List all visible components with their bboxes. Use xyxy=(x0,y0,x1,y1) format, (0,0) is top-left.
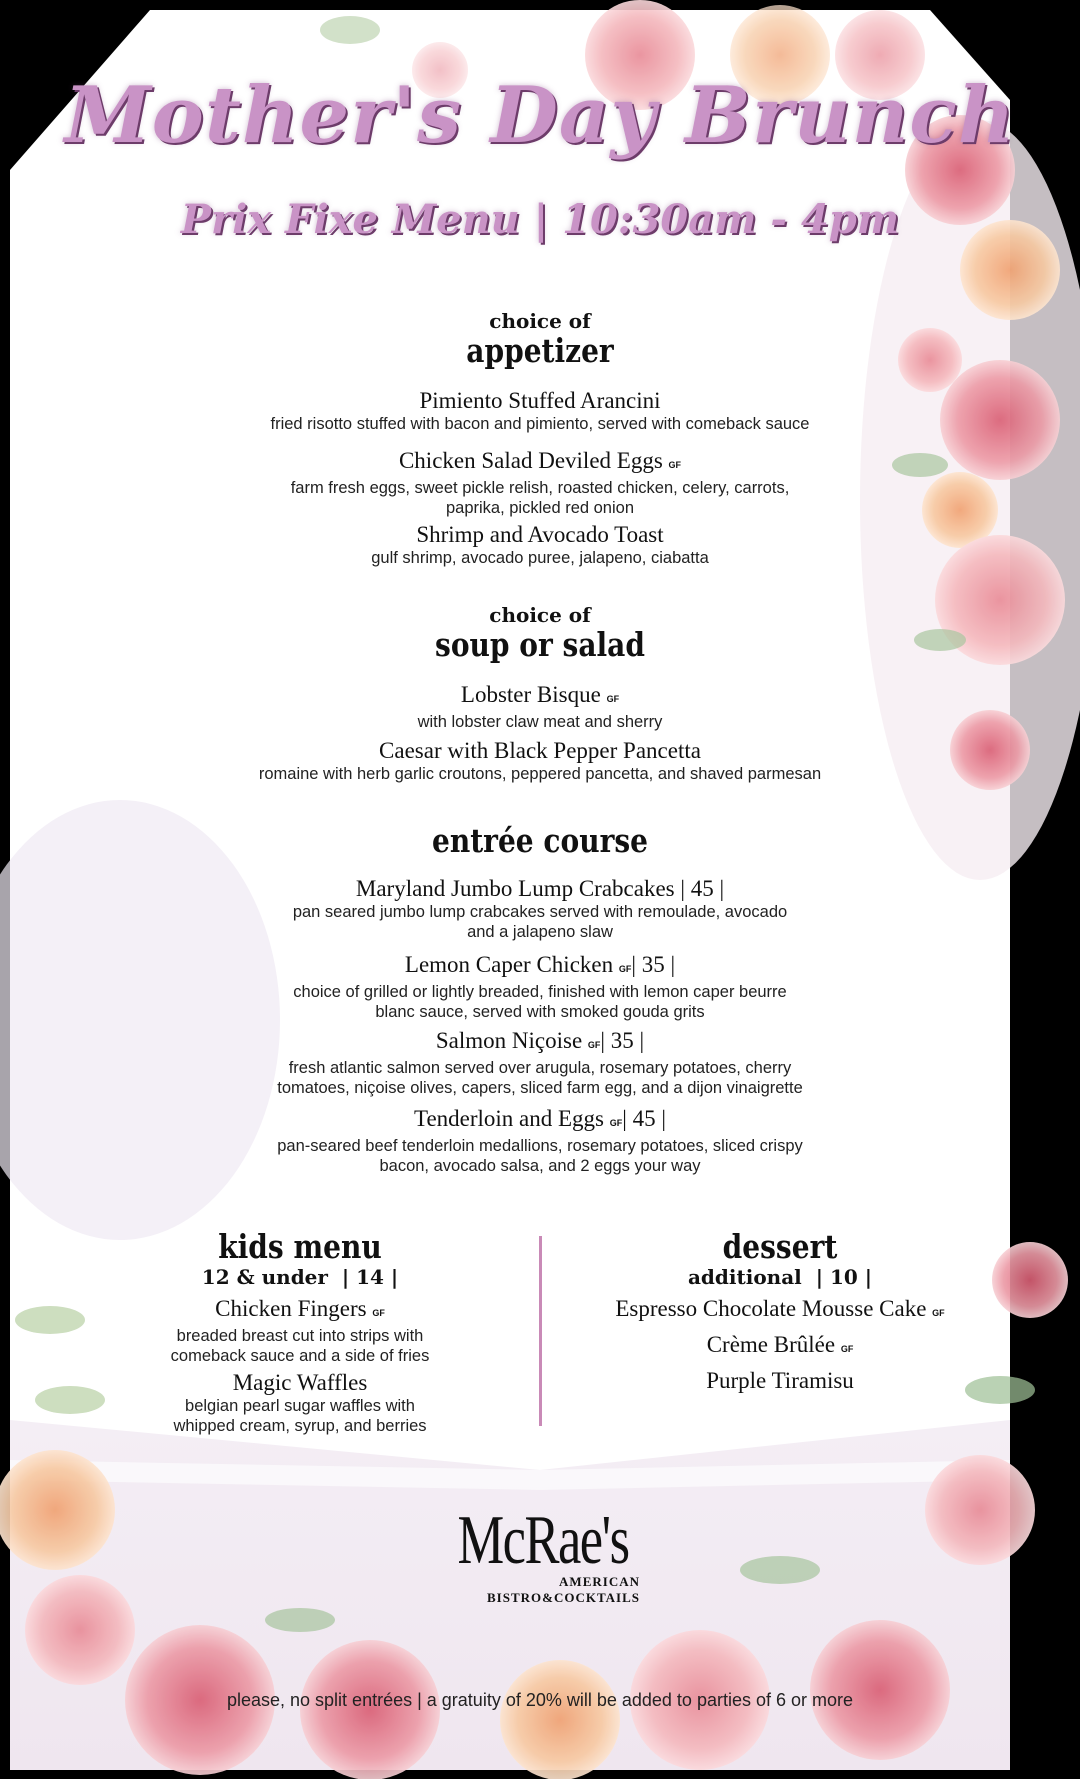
kids-price: | 14 | xyxy=(341,1265,399,1289)
appetizer-choice-label: choice of xyxy=(489,309,591,333)
item-desc: romaine with herb garlic croutons, peppered pancetta, and shaved parmesan xyxy=(258,765,822,783)
dessert-additional-label: additional xyxy=(687,1265,802,1289)
gf-badge: GF xyxy=(840,1344,854,1354)
item-desc: and a jalapeno slaw xyxy=(467,923,613,941)
item-desc: gulf shrimp, avocado puree, jalapeno, ciabatta xyxy=(371,549,709,567)
item-desc: fresh atlantic salmon served over arugula, rosemary potatoes, cherry xyxy=(288,1059,792,1077)
item-desc: pan seared jumbo lump crabcakes served with remoulade, avocado xyxy=(292,903,788,921)
gf-badge: GF xyxy=(372,1308,385,1318)
item-desc: breaded breast cut into strips with xyxy=(176,1327,424,1345)
appetizer-heading: appetizer xyxy=(466,331,614,370)
kids-heading: kids menu xyxy=(218,1227,382,1266)
item-name: Tenderloin and Eggs xyxy=(414,1106,605,1131)
item-name: Maryland Jumbo Lump Crabcakes xyxy=(355,876,675,901)
page-subtitle: Prix Fixe Menu | 10:30am - 4pm xyxy=(180,196,900,243)
item-desc: with lobster claw meat and sherry xyxy=(417,713,663,731)
item-desc: tomatoes, niçoise olives, capers, sliced farm egg, and a dijon vinaigrette xyxy=(277,1079,803,1097)
page-title: Mother's Day Brunch xyxy=(64,70,1016,161)
item-name: Lemon Caper Chicken xyxy=(404,952,614,977)
menu-item xyxy=(0,738,1080,784)
item-price: | 45 | xyxy=(680,876,725,901)
kids-age-label: 12 & under xyxy=(201,1265,328,1289)
gf-badge: GF xyxy=(668,460,682,470)
gf-badge: GF xyxy=(587,1040,601,1050)
menu-item xyxy=(0,952,1080,1022)
item-name: Magic Waffles xyxy=(232,1370,368,1395)
item-price: | 35 | xyxy=(631,952,676,977)
gf-badge: GF xyxy=(606,694,620,704)
gf-badge: GF xyxy=(609,1118,623,1128)
menu-item xyxy=(0,1106,1080,1176)
menu-item xyxy=(0,1028,1080,1098)
item-name: Crème Brûlée xyxy=(706,1332,836,1357)
menu-item xyxy=(0,876,1080,942)
menu-item xyxy=(0,682,1080,732)
item-desc: farm fresh eggs, sweet pickle relish, roasted chicken, celery, carrots, xyxy=(290,479,790,497)
appetizer-section-header xyxy=(0,310,1080,370)
logo-wordmark: McRae's xyxy=(457,1502,629,1579)
logo-line-bistro: BISTRO&COCKTAILS xyxy=(486,1590,640,1605)
dessert-section xyxy=(590,1228,970,1394)
item-name: Chicken Fingers xyxy=(215,1296,367,1321)
soup-heading: soup or salad xyxy=(435,625,645,664)
menu-item xyxy=(0,448,1080,518)
item-name: Shrimp and Avocado Toast xyxy=(416,522,664,547)
item-name: Salmon Niçoise xyxy=(435,1028,583,1053)
item-desc: bacon, avocado salsa, and 2 eggs your way xyxy=(379,1157,701,1175)
item-price: | 35 | xyxy=(600,1028,645,1053)
item-name: Chicken Salad Deviled Eggs xyxy=(398,448,663,473)
entree-heading: entrée course xyxy=(431,821,649,860)
item-desc: choice of grilled or lightly breaded, finished with lemon caper beurre xyxy=(293,983,787,1001)
item-desc: pan-seared beef tenderloin medallions, rosemary potatoes, sliced crispy xyxy=(277,1137,803,1155)
mcraes-logo xyxy=(430,1502,650,1606)
item-desc: whipped cream, syrup, and berries xyxy=(173,1417,427,1435)
item-desc: belgian pearl sugar waffles with xyxy=(185,1397,415,1415)
item-name: Pimiento Stuffed Arancini xyxy=(419,388,661,413)
item-price: | 45 | xyxy=(622,1106,666,1131)
soup-choice-label: choice of xyxy=(489,603,591,627)
dessert-heading: dessert xyxy=(722,1227,838,1266)
logo-line-american: AMERICAN xyxy=(559,1574,640,1589)
item-name: Purple Tiramisu xyxy=(706,1368,854,1393)
entree-section-header xyxy=(0,822,1080,860)
item-desc: paprika, pickled red onion xyxy=(445,499,635,517)
menu-item xyxy=(0,522,1080,568)
item-name: Espresso Chocolate Mousse Cake xyxy=(615,1296,927,1321)
dessert-price: | 10 | xyxy=(815,1265,873,1289)
item-name: Lobster Bisque xyxy=(460,682,601,707)
item-desc: comeback sauce and a side of fries xyxy=(170,1347,430,1365)
gf-badge: GF xyxy=(618,964,632,974)
item-desc: blanc sauce, served with smoked gouda grits xyxy=(375,1003,705,1021)
item-desc: fried risotto stuffed with bacon and pimiento, served with comeback sauce xyxy=(270,415,810,433)
soup-section-header xyxy=(0,604,1080,664)
kids-menu-section xyxy=(130,1228,470,1436)
menu-item xyxy=(0,388,1080,434)
footer-note: please, no split entrées | a gratuity of 20% will be added to parties of 6 or more xyxy=(226,1690,854,1710)
gf-badge: GF xyxy=(932,1308,945,1318)
item-name: Caesar with Black Pepper Pancetta xyxy=(379,738,701,763)
column-divider xyxy=(539,1236,542,1426)
